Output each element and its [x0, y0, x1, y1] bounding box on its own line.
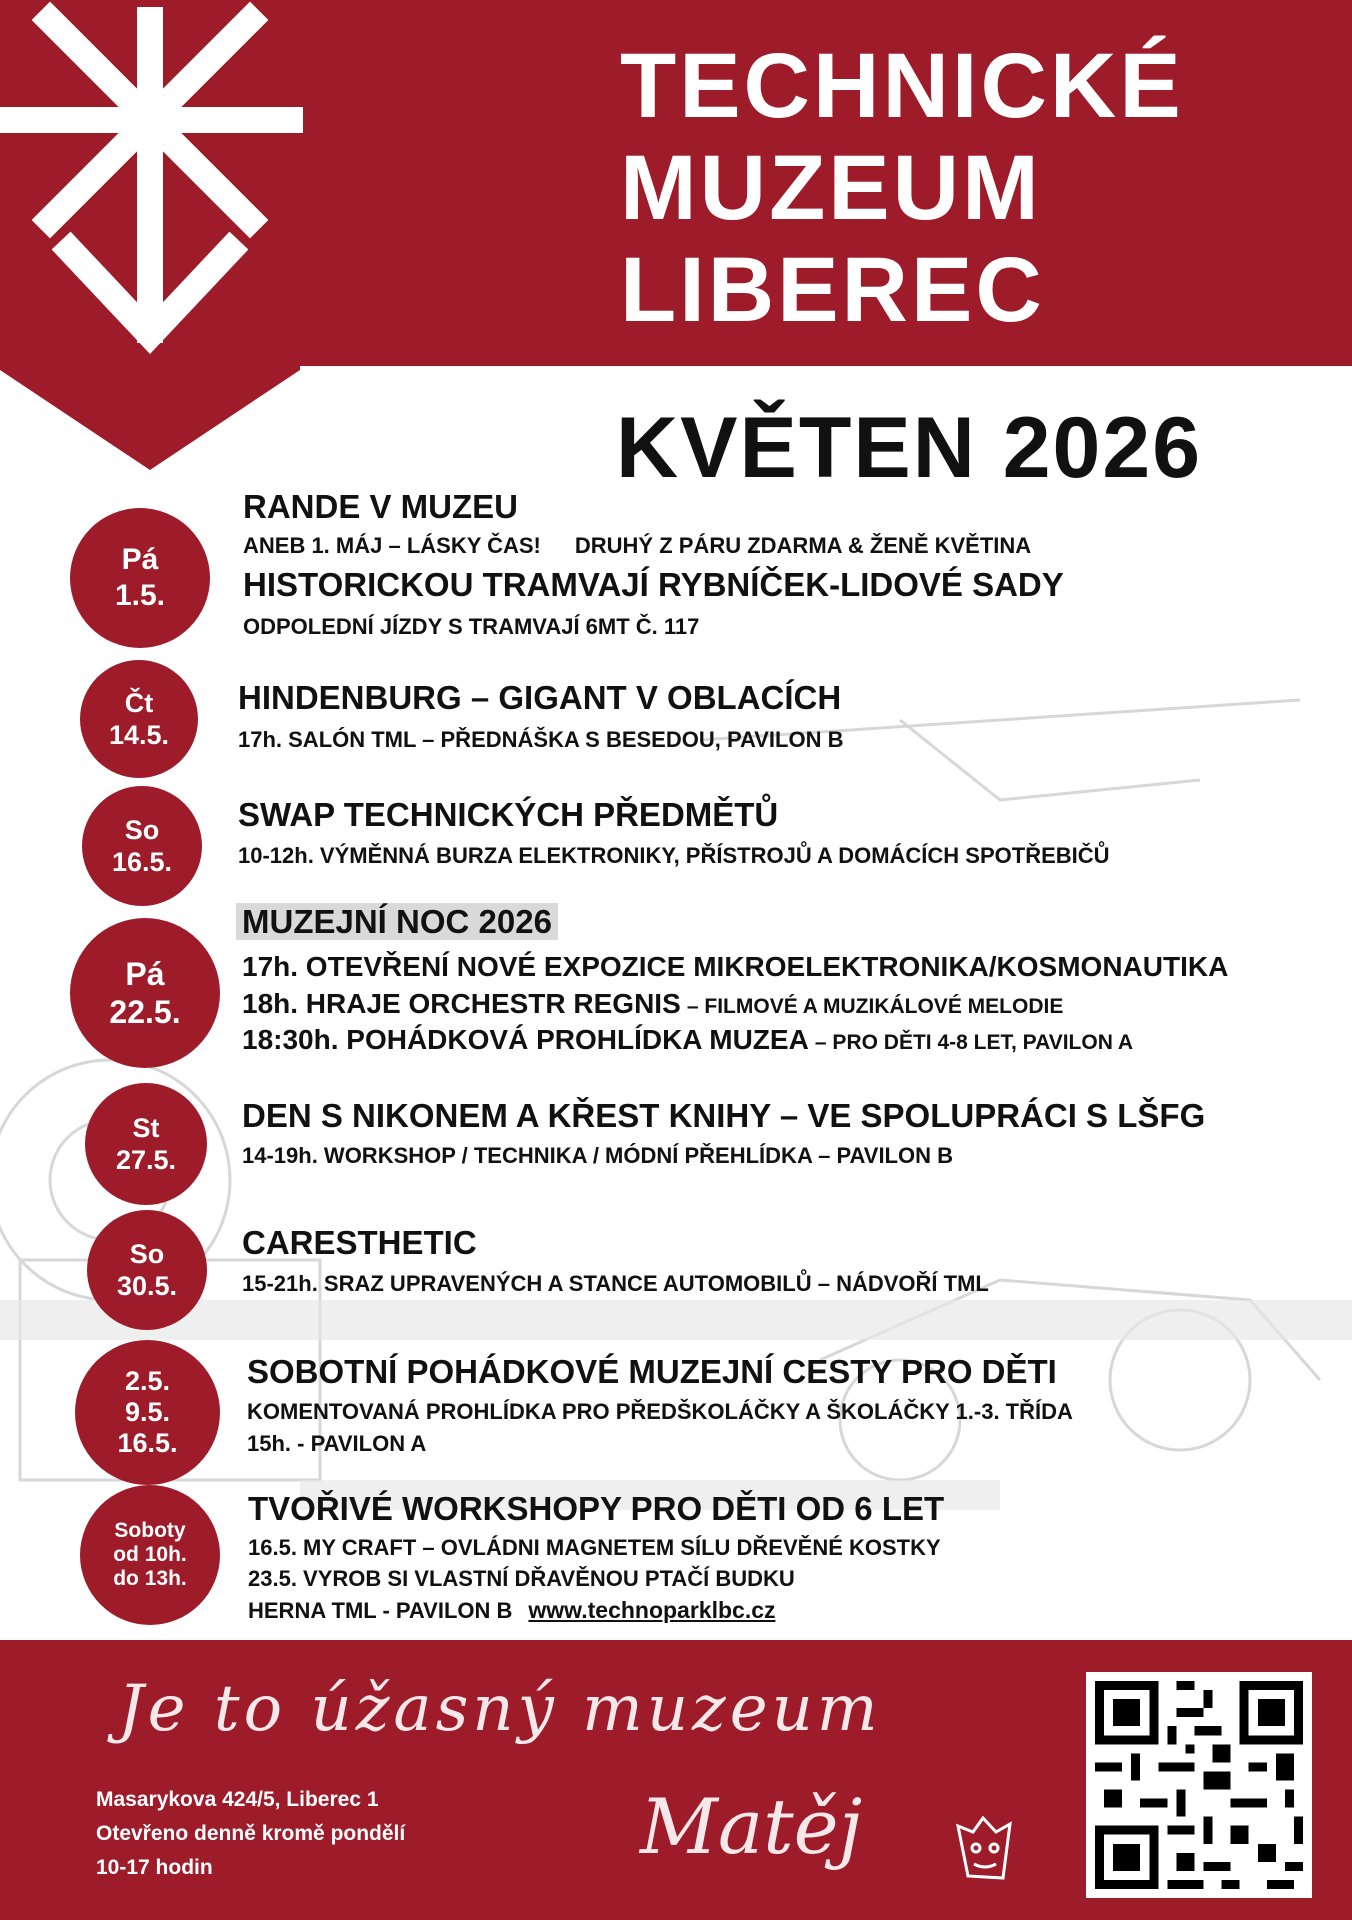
event-line: 17h. OTEVŘENÍ NOVÉ EXPOZICE MIKROELEKTRONIKA/KOSMONAUTIKA [242, 951, 1229, 982]
event-subtitle: KOMENTOVANÁ PROHLÍDKA PRO PŘEDŠKOLÁČKY A ŠKOLÁČKY 1.-3. TŘÍDA [247, 1399, 1073, 1424]
handwritten-signature: Matěj [640, 1782, 863, 1871]
opening-days: Otevřeno denně kromě pondělí [96, 1822, 406, 1845]
date-badge: So 16.5. [82, 786, 202, 906]
event-subtitle: ANEB 1. MÁJ – LÁSKY ČAS! DRUHÝ Z PÁRU ZDARMA & ŽENĚ KVĚTINA [243, 533, 1032, 558]
event-subtitle: 15h. - PAVILON A [247, 1431, 427, 1456]
date-value: 1.5. [114, 579, 166, 612]
event-line: 18:30h. POHÁDKOVÁ PROHLÍDKA MUZEA – PRO DĚTI 4-8 LET, PAVILON A [242, 1024, 1134, 1055]
date-badge [70, 508, 210, 648]
event-title: SWAP TECHNICKÝCH PŘEDMĚTŮ [238, 796, 779, 833]
event-title: CARESTHETIC [242, 1224, 477, 1261]
date-badge: Pá 22.5. [70, 918, 220, 1068]
address: Masarykova 424/5, Liberec 1 [96, 1788, 379, 1811]
event-subtitle: 23.5. VYROB SI VLASTNÍ DŘAVĚNOU PTAČÍ BUDKU [248, 1566, 795, 1591]
event-subtitle: 14-19h. WORKSHOP / TECHNIKA / MÓDNÍ PŘEHLÍDKA – PAVILON B [242, 1143, 953, 1168]
event-subtitle: 17h. SALÓN TML – PŘEDNÁŠKA S BESEDOU, PAVILON B [238, 727, 844, 752]
event-line: 18h. HRAJE ORCHESTR REGNIS – FILMOVÉ A MUZIKÁLOVÉ MELODIE [242, 988, 1064, 1019]
event-subtitle: HERNA TML - PAVILON B www.technoparklbc.cz [248, 1597, 776, 1623]
tml-logo-icon [0, 0, 330, 470]
date-badge: So 30.5. [87, 1210, 207, 1330]
event-title: DEN S NIKONEM A KŘEST KNIHY – VE SPOLUPRÁCI S LŠFG [242, 1097, 1206, 1134]
doodle-face-icon [948, 1806, 1018, 1886]
event-title: HISTORICKOU TRAMVAJÍ RYBNÍČEK-LIDOVÉ SADY [243, 566, 1064, 603]
museum-title-line3: LIBEREC [620, 239, 1045, 341]
website-link[interactable]: www.technoparklbc.cz [528, 1597, 776, 1623]
event-subtitle: ODPOLEDNÍ JÍZDY S TRAMVAJÍ 6MT Č. 117 [243, 614, 700, 639]
event-subtitle: 10-12h. VÝMĚNNÁ BURZA ELEKTRONIKY, PŘÍSTROJŮ A DOMÁCÍCH SPOTŘEBIČŮ [238, 843, 1110, 868]
handwritten-note: Je to úžasný muzeum [118, 1672, 882, 1746]
month-title: KVĚTEN 2026 [616, 400, 1203, 496]
date-badge: St 27.5. [85, 1083, 207, 1205]
event-title: MUZEJNÍ NOC 2026 [236, 903, 558, 941]
museum-title-line2: MUZEUM [620, 137, 1042, 239]
event-subtitle: 16.5. MY CRAFT – OVLÁDNI MAGNETEM SÍLU DŘEVĚNÉ KOSTKY [248, 1535, 941, 1560]
date-badge: Čt 14.5. [80, 660, 198, 778]
event-subtitle: 15-21h. SRAZ UPRAVENÝCH A STANCE AUTOMOBILŮ – NÁDVOŘÍ TML [242, 1271, 989, 1296]
time-badge: Soboty od 10h. do 13h. [80, 1485, 220, 1625]
event-title: RANDE V MUZEU [243, 488, 519, 525]
qr-code-icon[interactable] [1086, 1672, 1312, 1898]
event-title: TVOŘIVÉ WORKSHOPY PRO DĚTI OD 6 LET [248, 1490, 945, 1527]
opening-hours: 10-17 hodin [96, 1856, 213, 1879]
museum-title-line1: TECHNICKÉ [620, 35, 1184, 137]
event-title: SOBOTNÍ POHÁDKOVÉ MUZEJNÍ CESTY PRO DĚTI [247, 1353, 1057, 1390]
date-day: Pá [121, 543, 159, 576]
date-badge: 2.5. 9.5. 16.5. [75, 1340, 220, 1485]
event-title: HINDENBURG – GIGANT V OBLACÍCH [238, 679, 842, 716]
